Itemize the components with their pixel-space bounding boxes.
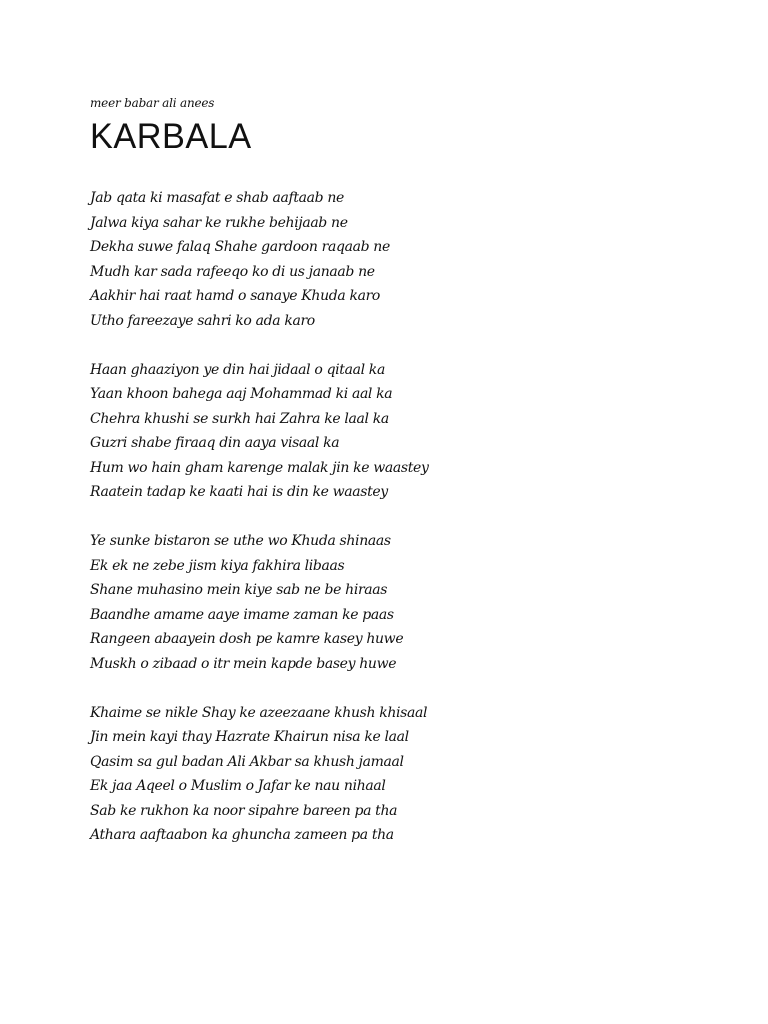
stanza-2 [90, 358, 730, 505]
verse-line: Athara aaftaabon ka ghuncha zameen pa tha [90, 827, 394, 843]
verse-line: Ek jaa Aqeel o Muslim o Jafar ke nau nihaal [90, 778, 386, 794]
verse-line: Ek ek ne zebe jism kiya fakhira libaas [90, 557, 345, 574]
verse-line: Jab qata ki masafat e shab aaftaab ne [90, 190, 344, 206]
stanza-1 [90, 186, 730, 333]
verse-line: Khaime se nikle Shay ke azeezaane khush khisaal [90, 704, 428, 721]
verse-line: Baandhe amame aaye imame zaman ke paas [90, 606, 394, 623]
verse-line: Utho fareezaye sahri ko ada karo [90, 312, 315, 329]
verse-line: Sab ke rukhon ka noor sipahre bareen pa tha [90, 802, 398, 819]
verse-line: Dekha suwe falaq Shahe gardoon raqaab ne [90, 239, 390, 255]
verse-line: Shane muhasino mein kiye sab ne be hiraas [90, 582, 388, 598]
verse-line: Mudh kar sada rafeeqo ko di us janaab ne [90, 263, 375, 280]
verse-line: Aakhir hai raat hamd o sanaye Khuda karo [90, 288, 381, 304]
verse-line: Haan ghaaziyon ye din hai jidaal o qitaal ka [90, 361, 385, 378]
verse-line: Jalwa kiya sahar ke rukhe behijaab ne [90, 214, 348, 231]
poem-title: KARBALA [90, 117, 252, 156]
verse-line: Jin mein kayi thay Hazrate Khairun nisa ke laal [90, 729, 409, 745]
verse-line: Rangeen abaayein dosh pe kamre kasey huwe [90, 631, 404, 647]
poem-page [90, 95, 730, 872]
stanza-3 [90, 529, 730, 676]
stanza-4 [90, 701, 730, 848]
author-name: meer babar ali anees [90, 96, 215, 110]
verse-line: Chehra khushi se surkh hai Zahra ke laal ka [90, 410, 389, 427]
verse-line: Muskh o zibaad o itr mein kapde basey huwe [90, 655, 397, 672]
verse-line: Hum wo hain gham karenge malak jin ke waastey [90, 459, 429, 476]
poem-body [90, 186, 730, 848]
verse-line: Qasim sa gul badan Ali Akbar sa khush jamaal [90, 753, 404, 770]
verse-line: Ye sunke bistaron se uthe wo Khuda shinaas [90, 533, 391, 549]
verse-line: Yaan khoon bahega aaj Mohammad ki aal ka [90, 386, 393, 402]
verse-line: Raatein tadap ke kaati hai is din ke waastey [90, 484, 388, 500]
verse-line: Guzri shabe firaaq din aaya visaal ka [90, 435, 340, 451]
